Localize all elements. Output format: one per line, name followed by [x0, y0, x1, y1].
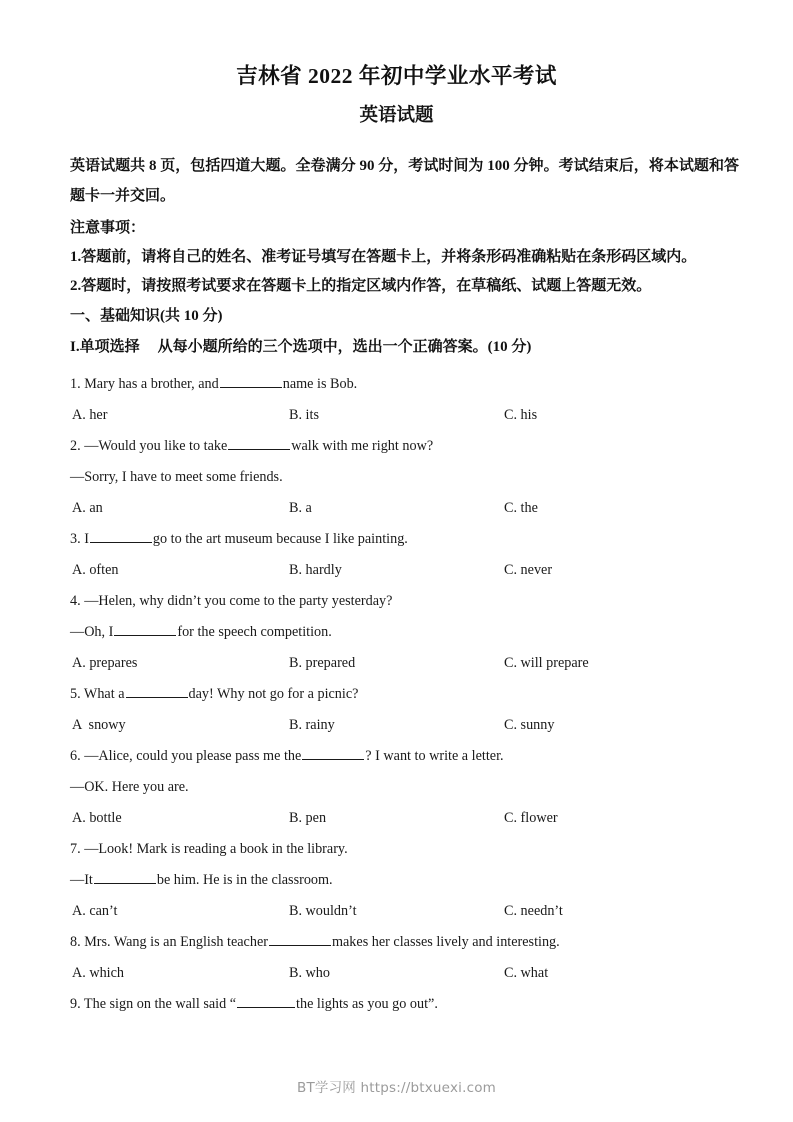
question-item	[70, 369, 739, 431]
stem-text-after: day! Why not go for a picnic?	[188, 685, 359, 702]
note-item-2: 2.答题时，请按照考试要求在答题卡上的指定区域内作答，在草稿纸、试题上答题无效。	[70, 277, 652, 294]
stem-text-before: 6. —Alice, could you please pass me the	[70, 747, 302, 764]
question-stem-line2: —Sorry, I have to meet some friends.	[70, 468, 283, 485]
stem-text-before: 8. Mrs. Wang is an English teacher	[70, 933, 268, 950]
answer-blank[interactable]	[90, 529, 152, 543]
stem-text-after: go to the art museum because I like painting.	[152, 530, 408, 547]
question-options	[70, 648, 739, 679]
question-item	[70, 431, 739, 524]
question-options	[70, 493, 739, 524]
answer-blank[interactable]	[228, 436, 290, 450]
question-list	[70, 369, 739, 1020]
option-c[interactable]: C. sunny	[504, 716, 555, 733]
stem-text-after: makes her classes lively and interesting.	[331, 933, 560, 950]
answer-blank[interactable]	[220, 374, 282, 388]
document-body	[0, 151, 793, 1020]
stem-text-before: 3. I	[70, 530, 89, 547]
answer-blank[interactable]	[94, 870, 156, 884]
option-a[interactable]: A. her	[72, 406, 108, 423]
option-b[interactable]: B. hardly	[289, 561, 342, 578]
page-title: 吉林省 2022 年初中学业水平考试	[236, 64, 557, 88]
question-stem	[70, 865, 739, 896]
question-item	[70, 679, 739, 741]
exam-info-notice: 英语试题共 8 页，包括四道大题。全卷满分 90 分，考试时间为 100 分钟。考试结束后，将本试题和答题卡一并交回。	[70, 157, 739, 204]
option-a[interactable]: A. which	[72, 964, 125, 981]
question-options	[70, 958, 739, 989]
answer-blank[interactable]	[126, 684, 188, 698]
stem-text-before: 1. Mary has a brother, and	[70, 375, 219, 392]
option-a[interactable]: A snowy	[72, 716, 126, 733]
question-item	[70, 834, 739, 927]
question-stem	[70, 617, 739, 648]
stem-text-before: 2. —Would you like to take	[70, 437, 228, 454]
stem-text-after: for the speech competition.	[177, 623, 332, 640]
stem-text-after: the lights as you go out”.	[296, 995, 438, 1012]
subsection-label: I.单项选择	[70, 338, 140, 355]
notes-label: 注意事项：	[70, 219, 146, 236]
option-b[interactable]: B. wouldn’t	[289, 902, 357, 919]
option-c[interactable]: C. never	[504, 561, 553, 578]
question-item	[70, 586, 739, 679]
stem-text-after: name is Bob.	[282, 375, 358, 392]
option-a[interactable]: A. an	[72, 499, 103, 516]
answer-blank[interactable]	[114, 622, 176, 636]
question-options	[70, 710, 739, 741]
subsection-heading-multiple-choice	[70, 332, 739, 363]
stem-text-after: walk with me right now?	[291, 437, 434, 454]
page-subtitle: 英语试题	[359, 106, 434, 127]
question-stem	[70, 989, 739, 1020]
question-item	[70, 927, 739, 989]
stem-text-after: be him. He is in the classroom.	[156, 871, 333, 888]
option-a[interactable]: A. prepares	[72, 654, 138, 671]
option-a[interactable]: A. often	[72, 561, 119, 578]
question-options	[70, 803, 739, 834]
question-options	[70, 555, 739, 586]
question-stem	[70, 524, 739, 555]
option-c[interactable]: C. will prepare	[504, 654, 589, 671]
question-stem	[70, 741, 739, 772]
footer-watermark: BT学习网 https://btxuexi.com	[296, 1080, 497, 1096]
question-item	[70, 524, 739, 586]
option-b[interactable]: B. a	[289, 499, 312, 516]
answer-blank[interactable]	[237, 994, 295, 1008]
stem-text-after: ? I want to write a letter.	[365, 747, 504, 764]
section-heading-part-one: 一、基础知识(共 10 分)	[70, 307, 223, 324]
question-item	[70, 989, 739, 1020]
question-stem-line1: 4. —Helen, why didn’t you come to the party yesterday?	[70, 592, 393, 609]
stem-text-before: —It	[70, 871, 93, 888]
option-c[interactable]: C. needn’t	[504, 902, 563, 919]
option-c[interactable]: C. what	[504, 964, 549, 981]
stem-text-before: 9. The sign on the wall said “	[70, 995, 237, 1012]
option-a[interactable]: A. bottle	[72, 809, 122, 826]
option-c[interactable]: C. the	[504, 499, 538, 516]
question-stem-line2: —OK. Here you are.	[70, 778, 189, 795]
subsection-text: 从每小题所给的三个选项中，选出一个正确答案。(10 分)	[157, 338, 532, 355]
option-b[interactable]: B. who	[289, 964, 330, 981]
stem-text-before: 5. What a	[70, 685, 125, 702]
answer-blank[interactable]	[302, 746, 364, 760]
option-c[interactable]: C. his	[504, 406, 538, 423]
question-stem	[70, 927, 739, 958]
option-b[interactable]: B. its	[289, 406, 319, 423]
question-stem-line1: 7. —Look! Mark is reading a book in the library.	[70, 840, 348, 857]
question-options	[70, 896, 739, 927]
option-a[interactable]: A. can’t	[72, 902, 118, 919]
note-item-1: 1.答题前，请将自己的姓名、准考证号填写在答题卡上，并将条形码准确粘贴在条形码区域内。	[70, 248, 697, 265]
answer-blank[interactable]	[269, 932, 331, 946]
question-stem	[70, 369, 739, 400]
option-c[interactable]: C. flower	[504, 809, 558, 826]
question-stem	[70, 431, 739, 462]
option-b[interactable]: B. prepared	[289, 654, 356, 671]
question-item	[70, 741, 739, 834]
option-b[interactable]: B. rainy	[289, 716, 335, 733]
question-stem	[70, 679, 739, 710]
question-options	[70, 400, 739, 431]
stem-text-before: —Oh, I	[70, 623, 114, 640]
option-b[interactable]: B. pen	[289, 809, 327, 826]
